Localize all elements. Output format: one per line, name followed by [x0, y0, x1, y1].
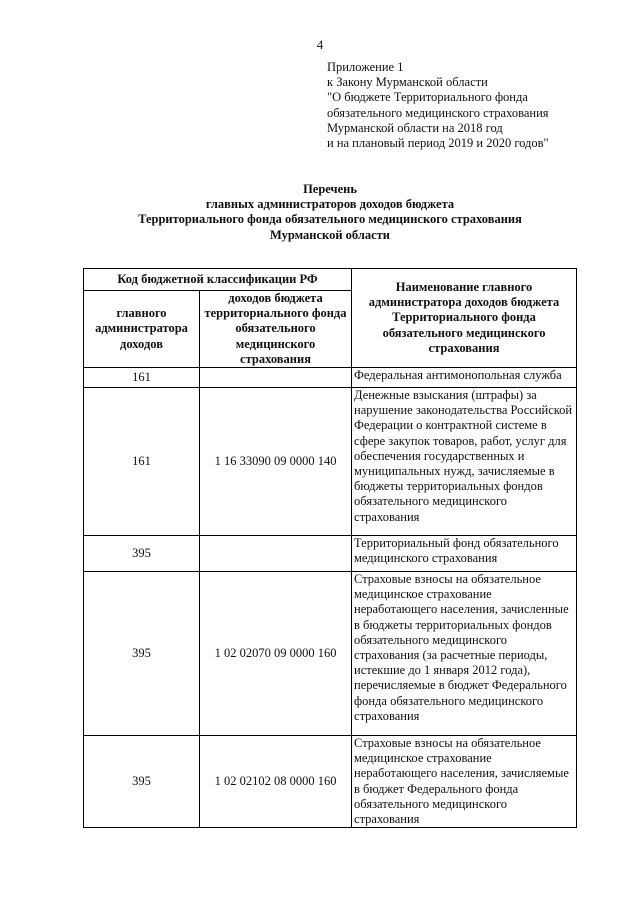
header-admin-code: главного администратора доходов: [84, 291, 200, 368]
income-code-cell: [200, 368, 352, 388]
appendix-line: и на плановый период 2019 и 2020 годов": [327, 136, 549, 151]
appendix-line: "О бюджете Территориального фонда: [327, 90, 528, 105]
document-title: [0, 182, 640, 243]
table-row: [84, 572, 577, 736]
title-line: главных администраторов доходов бюджета: [205, 197, 455, 212]
appendix-line: к Закону Мурманской области: [327, 75, 488, 90]
budget-administrators-table: [83, 268, 577, 828]
income-code-cell: [200, 536, 352, 572]
appendix-line: Приложение 1: [327, 60, 404, 74]
administrator-name-cell: Страховые взносы на обязательное медицинское страхование неработающего населения, зачисляемые в бюджет Федерального фонда обязательного медицинского страхования: [352, 736, 577, 828]
header-classification-code: Код бюджетной классификации РФ: [84, 269, 352, 291]
administrator-name-cell: Денежные взыскания (штрафы) за нарушение законодательства Российской Федерации о контрактной системе в сфере закупок товаров, работ, услуг для обеспечения государственных и муниципальных нужд, зачисляемые в бюджеты территориальных фондов обязательного медицинского страхования: [352, 388, 577, 536]
admin-code-cell: 161: [84, 388, 200, 536]
administrator-name-cell: Страховые взносы на обязательное медицинское страхование неработающего населения, зачисленные в бюджеты территориальных фондов обязательного медицинского страхования (за расчетные периоды, истекшие до 1 января 2012 года), перечисляемые в бюджет Федерального фонда обязательного медицинского страхования: [352, 572, 577, 736]
administrator-name-cell: Федеральная антимонопольная служба: [352, 368, 577, 388]
admin-code-cell: 395: [84, 536, 200, 572]
title-line: Перечень: [303, 182, 357, 196]
title-line: Мурманской области: [269, 227, 391, 242]
administrator-name-cell: Территориальный фонд обязательного медицинского страхования: [352, 536, 577, 572]
page-number: 4: [316, 37, 324, 52]
table-row: [84, 736, 577, 828]
header-income-code: доходов бюджета территориального фонда обязательного медицинского страхования: [200, 291, 352, 368]
title-line: Территориального фонда обязательного медицинского страхования: [138, 212, 522, 227]
table-row: [84, 536, 577, 572]
income-code-cell: 1 02 02070 09 0000 160: [200, 572, 352, 736]
appendix-line: Мурманской области на 2018 год: [327, 120, 503, 135]
income-code-cell: 1 02 02102 08 0000 160: [200, 736, 352, 828]
header-administrator-name: Наименование главного администратора доходов бюджета Территориального фонда обязательного медицинского страхования: [352, 269, 577, 368]
table-row: [84, 388, 577, 536]
income-code-cell: 1 16 33090 09 0000 140: [200, 388, 352, 536]
admin-code-cell: 395: [84, 736, 200, 828]
appendix-note: [327, 60, 627, 151]
admin-code-cell: 395: [84, 572, 200, 736]
appendix-line: обязательного медицинского страхования: [327, 105, 549, 120]
table-row: [84, 368, 577, 388]
admin-code-cell: 161: [84, 368, 200, 388]
